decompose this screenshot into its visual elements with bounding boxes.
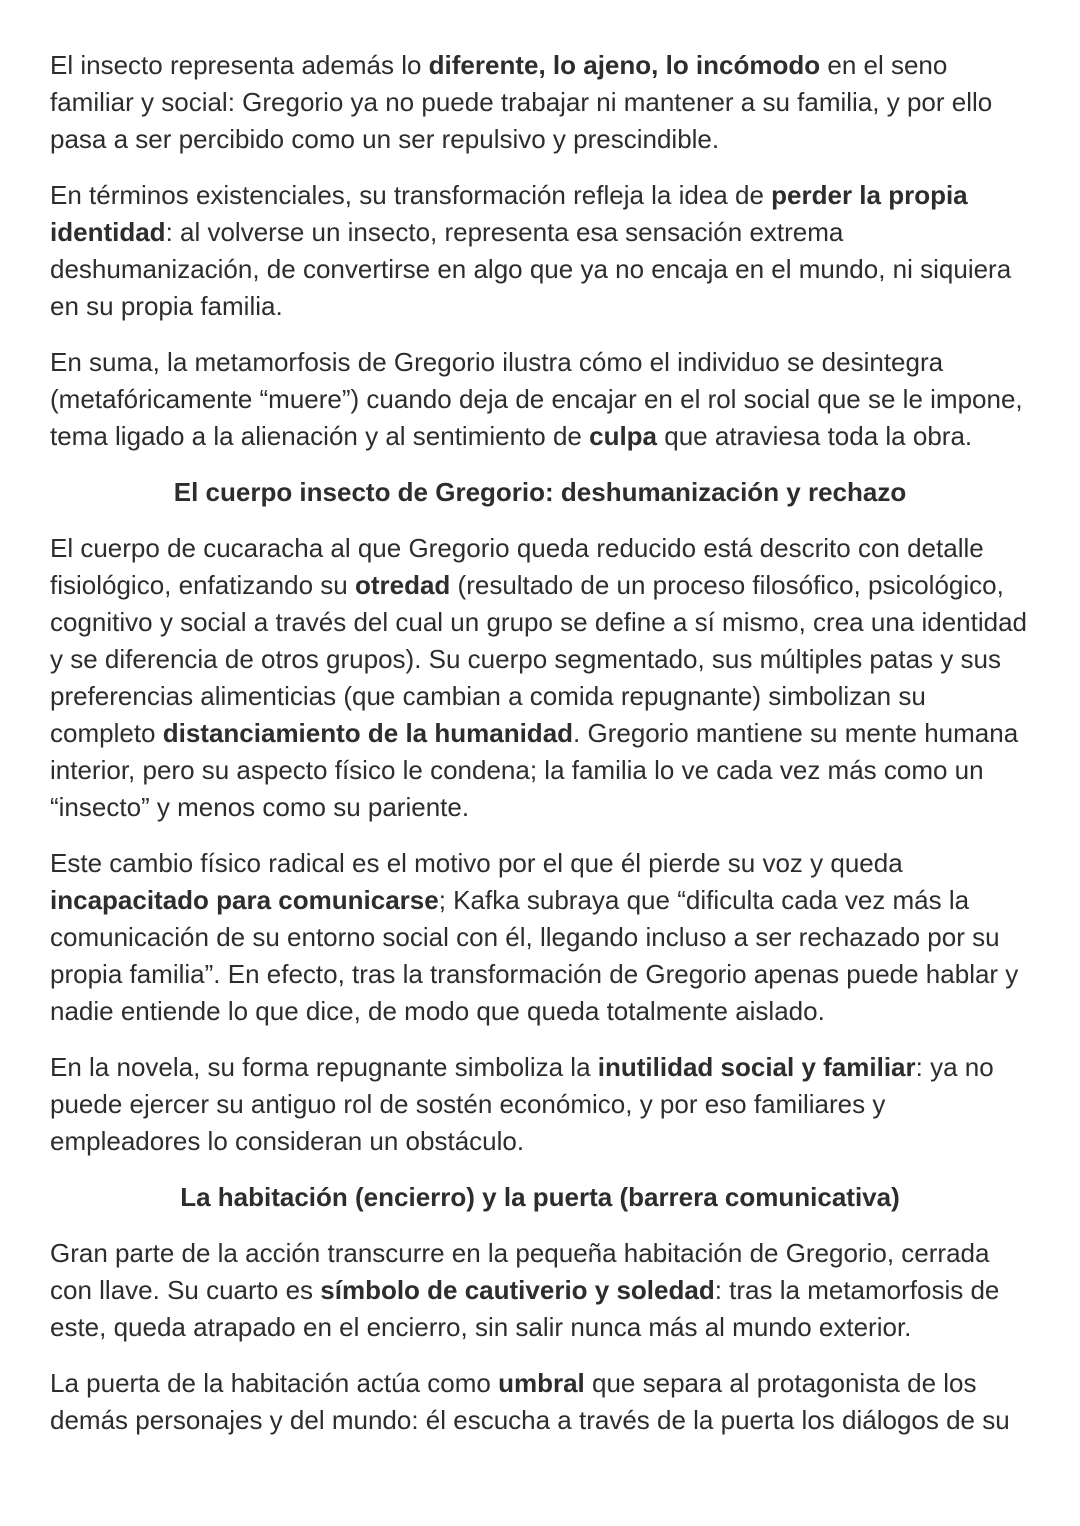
text-run: ; Kafka subraya que “dificulta cada vez más la comunicación de su entorno social con él, llegando incluso a ser rechazado por su propia familia”. En efecto, tras la transformación de Gregorio apenas puede hablar y nadie entiende lo que dice, de modo que queda totalmente aislado. (50, 885, 1019, 1026)
text-run: El insecto representa además lo (50, 50, 429, 80)
bold-text-run: culpa (589, 421, 658, 451)
text-run: En términos existenciales, su transformación refleja la idea de (50, 180, 772, 210)
paragraph (50, 1365, 1030, 1439)
text-run: : al volverse un insecto, representa esa sensación extrema deshumanización, de convertirse en algo que ya no encaja en el mundo, ni siquiera en su propia familia. (50, 217, 1012, 321)
text-run: Gran parte de la acción transcurre en la pequeña habitación de Gregorio, cerrada con llave. Su cuarto es (50, 1238, 990, 1305)
text-run: que separa al protagonista de los demás personajes y del mundo: él escucha a través de la puerta los diálogos de su (50, 1368, 1010, 1435)
text-run: En suma, la metamorfosis de Gregorio ilustra cómo el individuo se desintegra (metafóricamente “muere”) cuando deja de encajar en el rol social que se le impone, tema ligado a la alienación y al sentimiento de (50, 347, 1023, 451)
text-run: en el seno familiar y social: Gregorio ya no puede trabajar ni mantener a su familia, y por ello pasa a ser percibido como un ser repulsivo y prescindible. (50, 50, 993, 154)
paragraph (50, 1049, 1030, 1160)
bold-text-run: símbolo de cautiverio y soledad (320, 1275, 715, 1305)
bold-text-run: umbral (498, 1368, 585, 1398)
bold-text-run: distanciamiento de la humanidad (162, 718, 574, 748)
paragraph (50, 177, 1030, 325)
section-heading (50, 474, 1030, 511)
text-run: En la novela, su forma repugnante simboliza la (50, 1052, 598, 1082)
bold-text-run: La habitación (encierro) y la puerta (barrera comunicativa) (180, 1182, 900, 1212)
bold-text-run: otredad (354, 570, 451, 600)
paragraph (50, 47, 1030, 158)
bold-text-run: perder la propia identidad (50, 180, 968, 247)
bold-text-run: incapacitado para comunicarse (50, 885, 439, 915)
paragraph (50, 1235, 1030, 1346)
text-run: Este cambio físico radical es el motivo por el que él pierde su voz y queda (50, 848, 903, 878)
text-run: que atraviesa toda la obra. (657, 421, 973, 451)
bold-text-run: diferente, lo ajeno, lo incómodo (428, 50, 821, 80)
text-run: : tras la metamorfosis de este, queda atrapado en el encierro, sin salir nunca más al mundo exterior. (50, 1275, 1000, 1342)
paragraph (50, 530, 1030, 826)
paragraph (50, 344, 1030, 455)
text-run: (resultado de un proceso filosófico, psicológico, cognitivo y social a través del cual un grupo se define a sí mismo, crea una identidad y se diferencia de otros grupos). Su cuerpo segmentado, sus múltiples patas y sus preferencias alimenticias (que cambian a comida repugnante) simbolizan su completo (50, 570, 1027, 748)
document-content (50, 47, 1030, 1439)
paragraph (50, 845, 1030, 1030)
text-run: . Gregorio mantiene su mente humana interior, pero su aspecto físico le condena; la familia lo ve cada vez más como un “insecto” y menos como su pariente. (50, 718, 1019, 822)
text-run: La puerta de la habitación actúa como (50, 1368, 499, 1398)
text-run: El cuerpo de cucaracha al que Gregorio queda reducido está descrito con detalle fisiológico, enfatizando su (50, 533, 984, 600)
bold-text-run: El cuerpo insecto de Gregorio: deshumanización y rechazo (173, 477, 907, 507)
text-run: : ya no puede ejercer su antiguo rol de sostén económico, y por eso familiares y empleadores lo consideran un obstáculo. (50, 1052, 994, 1156)
bold-text-run: inutilidad social y familiar (597, 1052, 916, 1082)
section-heading (50, 1179, 1030, 1216)
